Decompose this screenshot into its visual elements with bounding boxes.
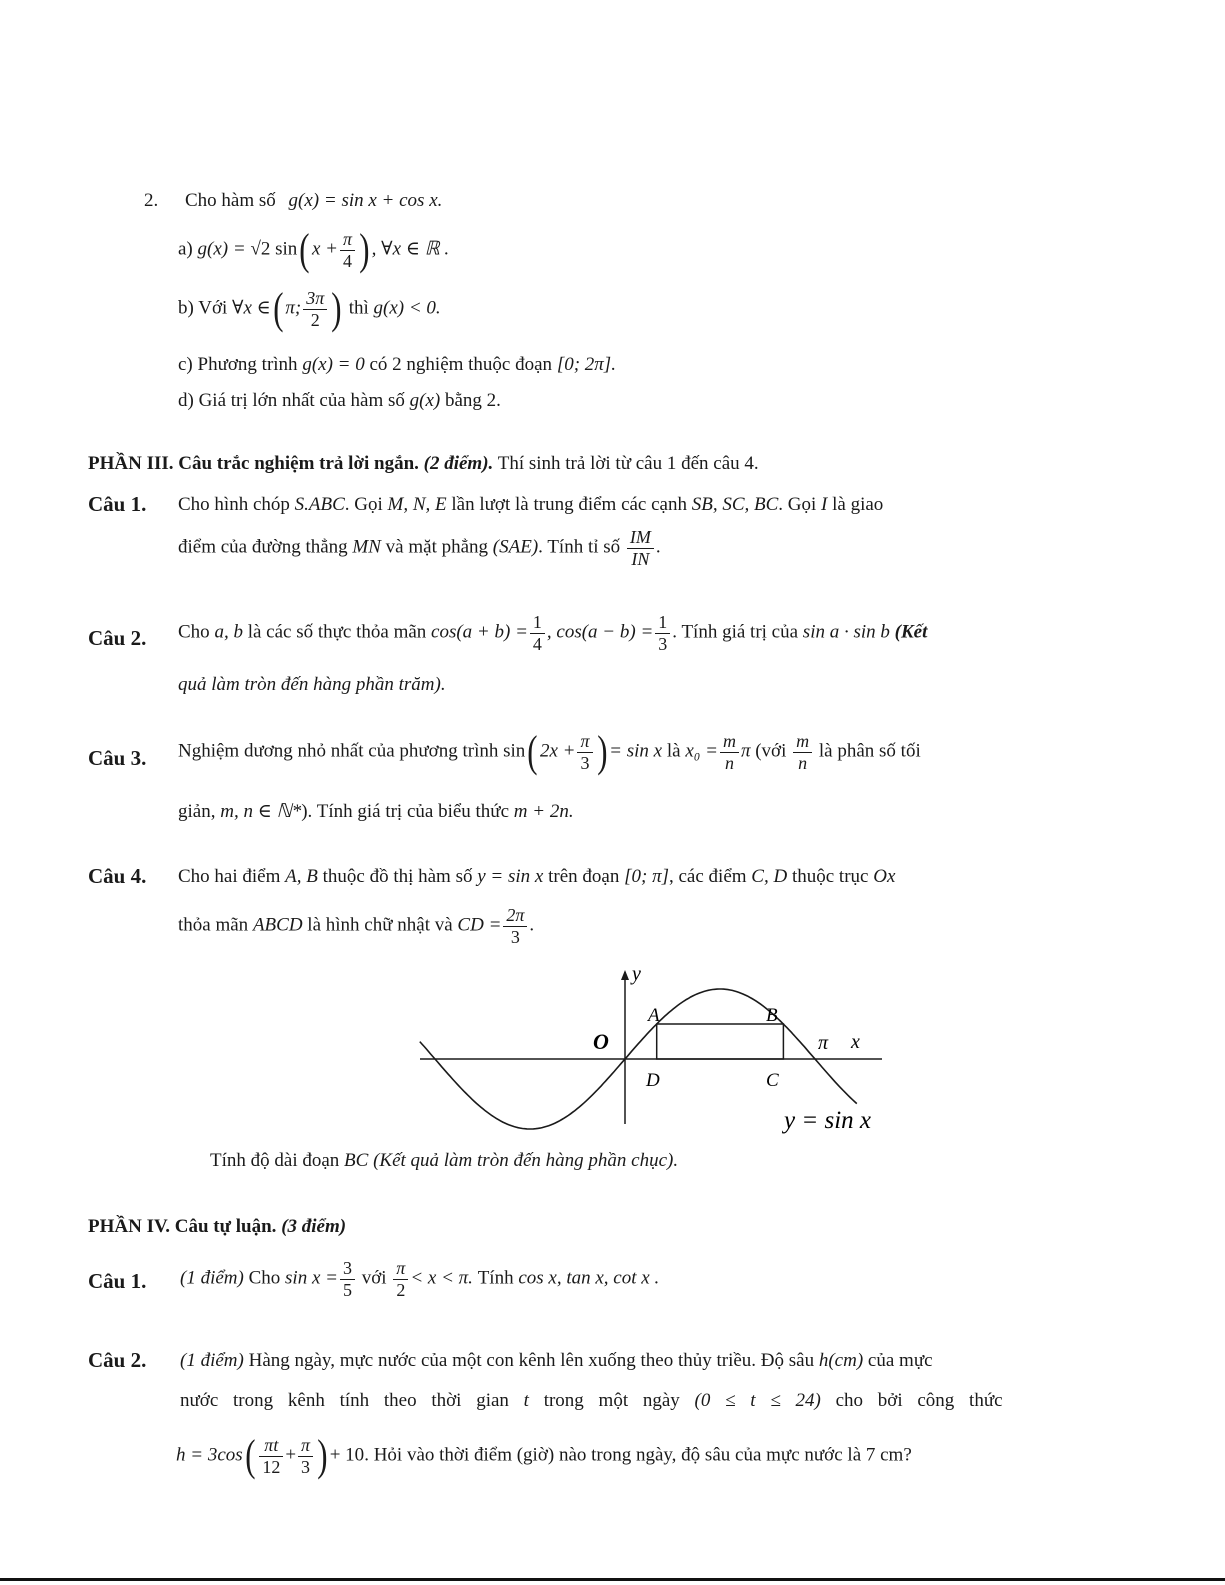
p3-question-4-task: Tính độ dài đoạn BC (Kết quả làm tròn đến hàng phần chục). [210, 1150, 679, 1171]
rectangle-abcd [657, 1024, 784, 1059]
p4-question-2-line-2: nước trong kênh tính theo thời gian t trong một ngày (0 ≤ t ≤ 24) cho bởi công thức [180, 1390, 1003, 1411]
function-label: y = sin x [784, 1107, 871, 1134]
p3-question-1-label: Câu 1. [88, 492, 147, 516]
pi-label: π [818, 1032, 829, 1054]
p3-question-3-line-1: Nghiệm dương nhỏ nhất của phương trình sin( 2x + $\frac{\pi}{3}$ ) = sin x là x₀ = $\frac{m}{n}$ π (với $\frac{m}{n}$ là phân số tối [178, 727, 921, 776]
point-c-label: C [766, 1070, 779, 1091]
page-bottom-rule [0, 1578, 1225, 1581]
p3-question-2-line-1: Cho a, b là các số thực thỏa mãn cos(a + b) = $\frac{1}{4}$ , cos(a − b) = $\frac{1}{3}$ . Tính giá trị của sin a · sin b (Kết [178, 612, 928, 654]
p3-question-3-label: Câu 3. [88, 746, 147, 770]
p4-question-2-line-1: (1 điểm) Hàng ngày, mực nước của một con kênh lên xuống theo thủy triều. Độ sâu h(cm) của mực [180, 1350, 933, 1371]
statement-c: c) Phương trình g(x) = 0 có 2 nghiệm thuộc đoạn [0; 2π]. [178, 354, 616, 375]
point-a-label: A [648, 1005, 660, 1026]
p3-question-4-line-2: thỏa mãn ABCD là hình chữ nhật và CD = $\frac{2\pi}{3}$ . [178, 905, 535, 947]
p3-question-3-line-2: giản, m, n ∈ ℕ*). Tính giá trị của biểu thức m + 2n. [178, 801, 574, 822]
x-axis-label: x [851, 1031, 860, 1053]
p4-question-1-line: (1 điểm) Cho sin x = $\frac{3}{5}$ với $\frac{\pi}{2}$ < x < π. Tính cos x, tan x, cot x . [180, 1258, 660, 1300]
p3-question-2-line-2: quả làm tròn đến hàng phần trăm). [178, 674, 446, 695]
p4-question-2-line-3: h = 3cos( $\frac{\pi t}{12}$ + $\frac{\pi}{3}$ ) + 10. Hỏi vào thời điểm (giờ) nào trong ngày, độ sâu của mực nước là 7 cm? [176, 1431, 912, 1480]
part-4-heading: PHẦN IV. Câu tự luận. (3 điểm) [88, 1216, 347, 1237]
statement-d: d) Giá trị lớn nhất của hàm số g(x) bằng 2. [178, 390, 501, 411]
p3-question-4-label: Câu 4. [88, 864, 147, 888]
part-3-heading: PHẦN III. Câu trắc nghiệm trả lời ngắn. (2 điểm). Thí sinh trả lời từ câu 1 đến câu 4. [88, 453, 759, 474]
y-axis-arrow-icon [621, 970, 629, 980]
statement-b: b) Với ∀x ∈( π; $\frac{3\pi}{2}$ ) thì g(x) < 0. [178, 284, 441, 333]
y-axis-label: y [632, 963, 641, 985]
p3-question-2-label: Câu 2. [88, 626, 147, 650]
sine-graph [410, 962, 910, 1142]
p4-question-2-label: Câu 2. [88, 1348, 147, 1372]
p4-question-1-label: Câu 1. [88, 1269, 147, 1293]
origin-label: O [593, 1029, 609, 1054]
point-d-label: D [646, 1070, 660, 1091]
point-b-label: B [766, 1005, 778, 1026]
p3-question-1-line-2: điểm của đường thẳng MN và mặt phẳng (SAE). Tính tỉ số $\frac{IM}{IN}$ . [178, 527, 661, 569]
statement-a: a) g(x) = √2 sin( x + $\frac{\pi}{4}$ ) , ∀x ∈ ℝ . [178, 225, 450, 274]
problem-number: 2. [144, 190, 159, 211]
p3-question-1-line-1: Cho hình chóp S.ABC. Gọi M, N, E lần lượt là trung điểm các cạnh SB, SC, BC. Gọi I là giao [178, 494, 884, 515]
problem-2-header: 2. Cho hàm số g(x) = sin x + cos x. [144, 190, 443, 211]
p3-question-4-line-1: Cho hai điểm A, B thuộc đồ thị hàm số y = sin x trên đoạn [0; π], các điểm C, D thuộc trục Ox [178, 866, 896, 887]
